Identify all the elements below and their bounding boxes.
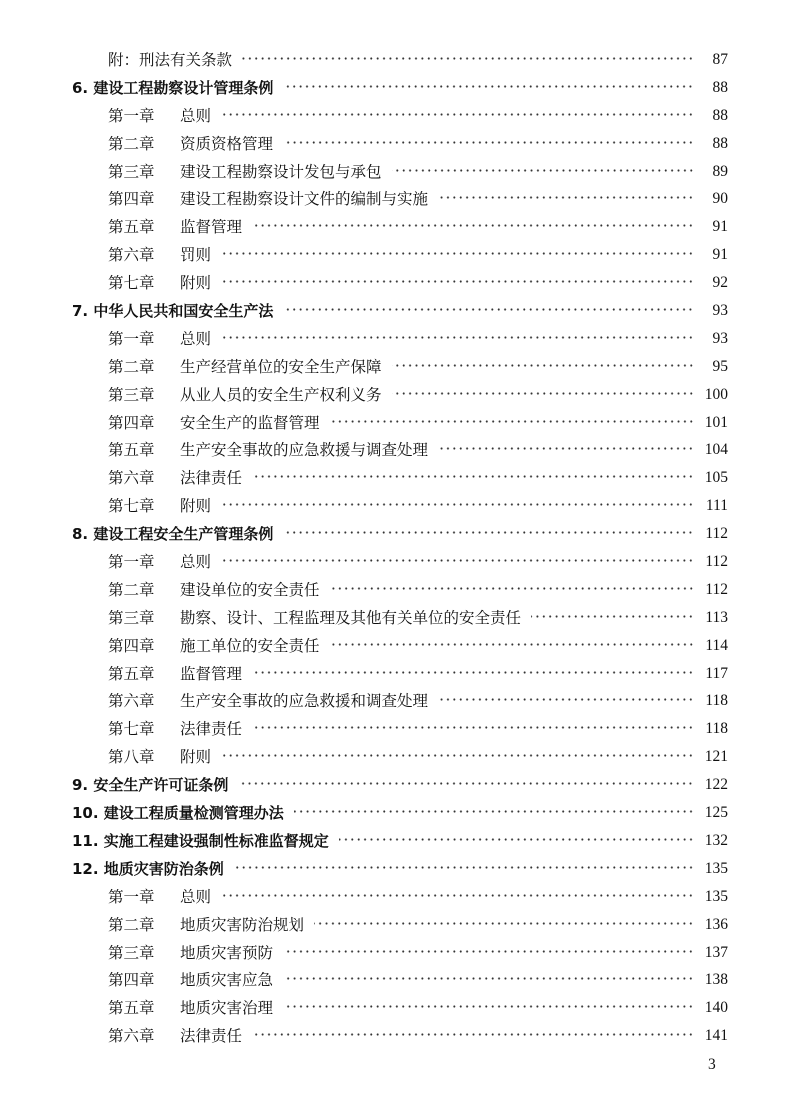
dot-leader: [283, 977, 694, 980]
toc-chapter-entry: [72, 271, 728, 299]
chapter-number: 第七章: [108, 497, 155, 516]
toc-entry-label: [108, 245, 728, 265]
toc-page-number: 114: [705, 636, 728, 654]
toc-page-number: 136: [704, 915, 728, 933]
toc-page-number: 95: [712, 357, 728, 375]
toc-entry-label: [108, 273, 728, 293]
dot-leader: [221, 280, 694, 283]
table-of-contents: [72, 48, 728, 1052]
toc-chapter-entry: [72, 187, 728, 215]
dot-leader: [252, 224, 694, 227]
toc-chapter-entry: [72, 717, 728, 745]
chapter-number: 第三章: [108, 943, 155, 962]
toc-entry-title: 6. 建设工程勘察设计管理条例: [72, 78, 274, 97]
toc-page-number: 100: [704, 385, 728, 403]
toc-page-number: 93: [712, 302, 728, 320]
chapter-number: 第三章: [108, 608, 155, 627]
toc-page-number: 112: [705, 553, 728, 571]
toc-page-number: 113: [705, 608, 728, 626]
toc-entry-title: 地质灾害应急: [180, 971, 274, 990]
toc-entry-title: 12. 地质灾害防治条例: [72, 859, 224, 878]
toc-entry-title: 生产经营单位的安全生产保障: [180, 357, 382, 376]
toc-entry-title: 安全生产的监督管理: [180, 413, 320, 432]
toc-chapter-entry: [72, 48, 728, 76]
dot-leader: [283, 141, 694, 144]
toc-page-number: 105: [704, 469, 728, 487]
toc-chapter-entry: [72, 327, 728, 355]
chapter-number: 第七章: [108, 720, 155, 739]
toc-chapter-entry: [72, 606, 728, 634]
toc-entry-title: 地质灾害治理: [180, 999, 274, 1018]
chapter-number: 第一章: [108, 329, 155, 348]
toc-chapter-entry: [72, 411, 728, 439]
toc-page-number: 112: [705, 525, 728, 543]
toc-section-entry: [72, 522, 728, 550]
toc-chapter-entry: [72, 913, 728, 941]
toc-page-number: 112: [705, 580, 728, 598]
toc-entry-label: [108, 691, 728, 711]
toc-page-number: 111: [705, 497, 728, 515]
toc-page-number: 141: [704, 1027, 728, 1045]
toc-page-number: 104: [704, 441, 728, 459]
toc-page-number: 135: [704, 887, 728, 905]
toc-entry-title: 附则: [180, 274, 212, 293]
toc-section-entry: [72, 829, 728, 857]
toc-page-number: 93: [712, 329, 728, 347]
toc-chapter-entry: [72, 104, 728, 132]
toc-page-number: 88: [712, 134, 728, 152]
toc-chapter-entry: [72, 941, 728, 969]
toc-section-entry: [72, 857, 728, 885]
toc-entry-title: 建设单位的安全责任: [180, 580, 320, 599]
toc-page-number: 91: [712, 246, 728, 264]
toc-entry-title: 建设工程勘察设计文件的编制与实施: [180, 190, 429, 209]
chapter-number: 第六章: [108, 692, 155, 711]
dot-leader: [252, 671, 694, 674]
dot-leader: [438, 447, 694, 450]
toc-entry-title: 附：刑法有关条款: [108, 51, 233, 69]
dot-leader: [283, 531, 694, 534]
toc-entry-label: [108, 357, 728, 377]
toc-chapter-entry: [72, 160, 728, 188]
toc-page-number: 138: [704, 971, 728, 989]
toc-entry-title: 9. 安全生产许可证条例: [72, 776, 229, 795]
toc-chapter-entry: [72, 383, 728, 411]
toc-entry-label: [108, 580, 728, 600]
toc-page-number: 137: [704, 943, 728, 961]
dot-leader: [234, 866, 694, 869]
dot-leader: [330, 587, 694, 590]
dot-leader: [438, 196, 694, 199]
dot-leader: [221, 503, 694, 506]
toc-chapter-entry: [72, 355, 728, 383]
toc-entry-label: [72, 78, 728, 98]
toc-entry-label: [108, 468, 728, 488]
toc-entry-title: 法律责任: [180, 469, 243, 488]
dot-leader: [283, 85, 694, 88]
toc-entry-label: [108, 496, 728, 516]
toc-entry-title: 生产安全事故的应急救援和调查处理: [180, 692, 429, 711]
dot-leader: [330, 420, 694, 423]
toc-entry-label: [108, 1026, 728, 1046]
toc-entry-label: [108, 636, 728, 656]
toc-page-number: 140: [704, 999, 728, 1017]
toc-page-number: 88: [712, 78, 728, 96]
toc-page-number: 91: [712, 218, 728, 236]
toc-chapter-entry: [72, 550, 728, 578]
chapter-number: 第二章: [108, 915, 155, 934]
toc-chapter-entry: [72, 1024, 728, 1052]
toc-page-number: 101: [704, 413, 728, 431]
chapter-number: 第一章: [108, 887, 155, 906]
toc-chapter-entry: [72, 885, 728, 913]
dot-leader: [221, 894, 694, 897]
toc-page-number: 92: [712, 274, 728, 292]
toc-entry-label: [108, 887, 728, 907]
toc-chapter-entry: [72, 968, 728, 996]
toc-page-number: 117: [705, 664, 728, 682]
chapter-number: 第一章: [108, 553, 155, 572]
toc-entry-title: 8. 建设工程安全生产管理条例: [72, 525, 274, 544]
toc-page-number: 122: [704, 776, 728, 794]
toc-entry-title: 7. 中华人民共和国安全生产法: [72, 302, 274, 321]
chapter-number: 第一章: [108, 106, 155, 125]
toc-entry-label: [108, 719, 728, 739]
toc-entry-label: [72, 301, 728, 321]
toc-entry-label: [108, 552, 728, 572]
dot-leader: [330, 643, 694, 646]
toc-entry-label: [72, 524, 728, 544]
dot-leader: [221, 113, 694, 116]
toc-entry-title: 附则: [180, 748, 212, 767]
chapter-number: 第四章: [108, 190, 155, 209]
toc-entry-title: 总则: [180, 887, 212, 906]
toc-page-number: 121: [704, 748, 728, 766]
toc-chapter-entry: [72, 438, 728, 466]
toc-entry-title: 地质灾害预防: [180, 943, 274, 962]
toc-page-number: 88: [712, 106, 728, 124]
toc-chapter-entry: [72, 243, 728, 271]
toc-entry-title: 施工单位的安全责任: [180, 636, 320, 655]
toc-entry-title: 监督管理: [180, 664, 243, 683]
toc-entry-title: 附则: [180, 497, 212, 516]
dot-leader: [221, 559, 694, 562]
dot-leader: [221, 336, 694, 339]
toc-chapter-entry: [72, 466, 728, 494]
dot-leader: [314, 922, 694, 925]
toc-chapter-entry: [72, 996, 728, 1024]
chapter-number: 第二章: [108, 580, 155, 599]
chapter-number: 第四章: [108, 636, 155, 655]
toc-entry-label: [108, 664, 728, 684]
toc-entry-label: [72, 831, 728, 851]
toc-entry-title: 总则: [180, 329, 212, 348]
toc-entry-title: 法律责任: [180, 1027, 243, 1046]
toc-chapter-entry: [72, 634, 728, 662]
dot-leader: [283, 950, 694, 953]
toc-chapter-entry: [72, 745, 728, 773]
chapter-number: 第二章: [108, 357, 155, 376]
chapter-number: 第三章: [108, 162, 155, 181]
dot-leader: [221, 252, 694, 255]
toc-chapter-entry: [72, 215, 728, 243]
toc-entry-title: 资质资格管理: [180, 134, 274, 153]
chapter-number: 第五章: [108, 664, 155, 683]
toc-entry-title: 总则: [180, 553, 212, 572]
dot-leader: [438, 698, 694, 701]
dot-leader: [339, 838, 694, 841]
toc-entry-label: [108, 134, 728, 154]
toc-page-number: 132: [704, 831, 728, 849]
dot-leader: [392, 364, 694, 367]
toc-entry-label: [72, 859, 728, 879]
toc-entry-title: 建设工程勘察设计发包与承包: [180, 162, 382, 181]
chapter-number: 第五章: [108, 218, 155, 237]
dot-leader: [252, 1033, 694, 1036]
toc-chapter-entry: [72, 689, 728, 717]
toc-section-entry: [72, 76, 728, 104]
toc-entry-title: 法律责任: [180, 720, 243, 739]
toc-section-entry: [72, 773, 728, 801]
toc-page-number: 118: [705, 692, 728, 710]
chapter-number: 第三章: [108, 385, 155, 404]
toc-entry-label: [108, 608, 728, 628]
toc-page-number: 135: [704, 859, 728, 877]
toc-page-number: 118: [705, 720, 728, 738]
toc-entry-label: [108, 413, 728, 433]
chapter-number: 第六章: [108, 246, 155, 265]
toc-entry-title: 罚则: [180, 246, 212, 265]
toc-section-entry: [72, 299, 728, 327]
toc-chapter-entry: [72, 578, 728, 606]
dot-leader: [242, 57, 694, 60]
dot-leader: [238, 782, 694, 785]
dot-leader: [283, 308, 694, 311]
chapter-number: 第八章: [108, 748, 155, 767]
toc-entry-label: [108, 189, 728, 209]
chapter-number: 第四章: [108, 413, 155, 432]
page-number: 3: [708, 1056, 716, 1073]
toc-page-number: 125: [704, 804, 728, 822]
toc-section-entry: [72, 801, 728, 829]
dot-leader: [252, 726, 694, 729]
chapter-number: 第四章: [108, 971, 155, 990]
toc-entry-title: 勘察、设计、工程监理及其他有关单位的安全责任: [180, 608, 522, 627]
toc-entry-label: [72, 775, 728, 795]
toc-entry-label: [108, 217, 728, 237]
toc-entry-title: 总则: [180, 106, 212, 125]
toc-entry-label: [108, 106, 728, 126]
toc-entry-label: [108, 998, 728, 1018]
dot-leader: [531, 615, 694, 618]
toc-entry-label: [108, 943, 728, 963]
toc-chapter-entry: [72, 132, 728, 160]
dot-leader: [392, 169, 694, 172]
toc-entry-label: [72, 803, 728, 823]
toc-entry-title: 11. 实施工程建设强制性标准监督规定: [72, 831, 329, 850]
dot-leader: [252, 475, 694, 478]
toc-chapter-entry: [72, 662, 728, 690]
dot-leader: [221, 754, 694, 757]
toc-chapter-entry: [72, 494, 728, 522]
chapter-number: 第二章: [108, 134, 155, 153]
toc-entry-title: 从业人员的安全生产权利义务: [180, 385, 382, 404]
toc-entry-label: [108, 440, 728, 460]
toc-entry-label: [108, 385, 728, 405]
chapter-number: 第五章: [108, 999, 155, 1018]
toc-entry-label: [108, 162, 728, 182]
dot-leader: [294, 810, 694, 813]
chapter-number: 第五章: [108, 441, 155, 460]
toc-entry-label: [108, 747, 728, 767]
toc-entry-title: 监督管理: [180, 218, 243, 237]
toc-page-number: 90: [712, 190, 728, 208]
toc-entry-title: 10. 建设工程质量检测管理办法: [72, 804, 284, 823]
toc-page-number: 89: [712, 162, 728, 180]
chapter-number: 第六章: [108, 1027, 155, 1046]
toc-page-number: 87: [712, 51, 728, 68]
toc-entry-title: 生产安全事故的应急救援与调查处理: [180, 441, 429, 460]
chapter-number: 第六章: [108, 469, 155, 488]
dot-leader: [283, 1005, 694, 1008]
dot-leader: [392, 392, 694, 395]
chapter-number: 第七章: [108, 274, 155, 293]
toc-entry-label: [108, 50, 728, 70]
toc-entry-label: [108, 970, 728, 990]
toc-entry-label: [108, 329, 728, 349]
toc-entry-title: 地质灾害防治规划: [180, 915, 305, 934]
toc-entry-label: [108, 915, 728, 935]
